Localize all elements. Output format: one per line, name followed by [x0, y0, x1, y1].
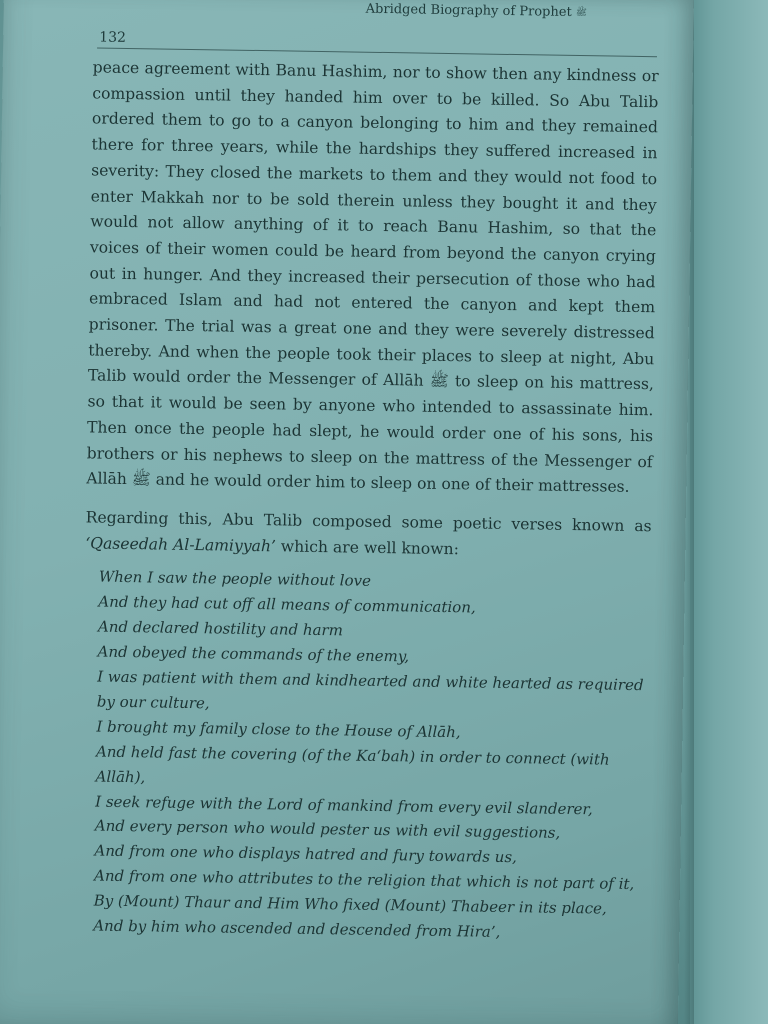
poem-intro-after: which are well known:: [275, 536, 460, 558]
poem-line: I brought my family close to the House of Allāh,: [96, 717, 461, 742]
poem-line: I was patient with them and kindhearted and white hearted as required by our culture,: [96, 667, 644, 713]
adjacent-page-edge: [690, 0, 768, 1024]
salutation-seal-icon: ﷺ: [575, 7, 587, 18]
poem-line: And declared hostility and harm: [97, 617, 344, 640]
poem-line: And from one who displays hatred and fury towards us,: [94, 841, 518, 867]
page-number: 132: [99, 29, 127, 46]
body-paragraph: peace agreement with Banu Hashim, nor to show then any kindness or compassion until they handed him over to be killed. So Abu Talib ordered them to go to a canyon belonging to him and they remained there for three years, while the hardships they suffered increased in severity: They closed the markets to them and they would not food to enter Makkah nor to be sold therein unless they bought it and they would not allow anything of it to reach Banu Hashim, so that the voices of their women could be heard from beyond the canyon crying out in hunger. And they increased their persecution of those who had embraced Islam and had not entered the canyon and kept them prisoner. The trial was a great one and they were severely distressed thereby. And when the people took their places to sleep at night, Abu Talib would order the Messenger of Allāh ﷺ to sleep on his mattress, so that it would be seen by anyone who intended to assassinate him. Then once the people had slept, he would order one of his sons, his brothers or his nephews to sleep on the mattress of the Messenger of Allāh ﷺ and he would order him to sleep on one of their mattresses.: [86, 58, 659, 497]
page-body: [79, 55, 659, 947]
poem-line: And by him who ascended and descended from Hira’,: [93, 916, 501, 941]
poem-intro-before: Regarding this, Abu Talib composed some poetic verses known as: [85, 508, 652, 536]
poem-line: And from one who attributes to the religion that which is not part of it,: [93, 866, 635, 894]
poem-title: ‘Qaseedah Al-Lamiyyah’: [85, 534, 277, 555]
running-head: [366, 2, 587, 20]
poem-line: And they had cut off all means of communication,: [98, 592, 476, 617]
poem-line: And held fast the covering (of the Ka‘bah) in order to connect (with Allāh),: [95, 742, 610, 786]
poem-line: And obeyed the commands of the enemy,: [97, 642, 410, 666]
running-head-text: Abridged Biography of Prophet: [365, 1, 572, 20]
poem-intro: [85, 505, 652, 565]
poem: [93, 565, 651, 947]
poem-line: When I saw the people without love: [98, 567, 372, 591]
poem-line: I seek refuge with the Lord of mankind from every evil slanderer,: [95, 792, 593, 818]
header-rule: [97, 47, 657, 57]
poem-line: By (Mount) Thaur and Him Who fixed (Mount) Thabeer in its place,: [93, 891, 607, 918]
poem-line: And every person who would pester us with evil suggestions,: [94, 816, 561, 843]
